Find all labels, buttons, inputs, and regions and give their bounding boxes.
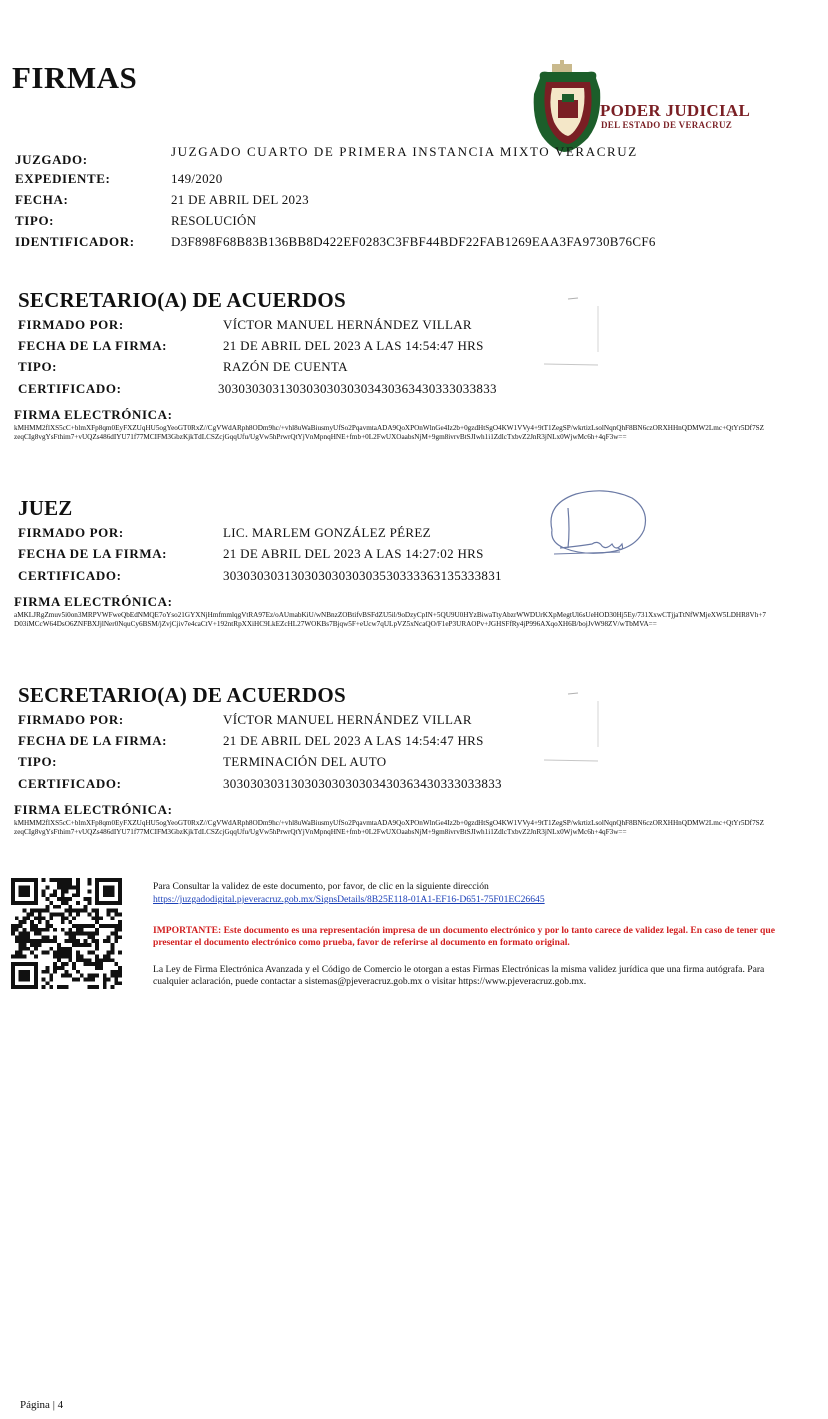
signature-3-fecha-value: 21 DE ABRIL DEL 2023 A LAS 14:54:47 HRS: [223, 733, 484, 748]
signature-2-firma-value: aMKLJRgZmuv5i0on3MRPVWFweQbEdNMQE7oYso21GYXNjHmfmmlqgVtRA97Ez/oAUmabKiU/wNBnzZOBtifvBSFdZU5il/9oDzyCpIN+5QU9U0HYzBiwaTtyAbzrWWDUrKXpMegtUl6sUeHOD30Hj5Ey/731XxwCTjjaTtNfWMjeXW5LDHR8Vh+7D03iMCcW64DsO6ZNFBXJjlNer0NquCy6BSM/jZvjCjiv7e4caCtV+192ntRpXXiHC9LkEZcHL27WOKBs7Bjqw5F+eUcw7qULpVZ5xNcaQO/F1eP3URAOPv+JGHSFfRy4jP996AXqoXH6B/bojJvW98ZV/wTbMVA==: [14, 611, 766, 629]
logo-text-sub: DEL ESTADO DE VERACRUZ: [601, 120, 733, 130]
signature-2-firmado-label: FIRMADO POR:: [18, 525, 124, 540]
signature-3-certificado-label: CERTIFICADO:: [18, 776, 122, 791]
signature-1-tipo-label: TIPO:: [18, 359, 58, 374]
signature-1-fecha-value: 21 DE ABRIL DEL 2023 A LAS 14:54:47 HRS: [223, 338, 484, 353]
signature-3-firma-label: FIRMA ELECTRÓNICA:: [14, 802, 173, 817]
signature-3-firma-value: kMHMM2flXS5cC+blmXFp8qm0EyFXZUqHU5ogYeoGT0RxZ//CgVWdARph8ODm9hc/+vhl8uWaBiusmyUfSo2PqavmtaADA9QoXPOnWlnGe4Iz2b+0gzdHtSgO4KW1VVy4+9tT1ZegSP/wkrtizLsolNqnQhF8BN6czORXHHnQDMW2Lmc+QtYr5Df7SZzeqCIg8vgYsFthim7+vUQZs486dIYU71f77MCIFM3GbzKjkTdLCSZcjGqqUfu/UgVw5hPrwrQtYjVnMpnqHNE+fmb+0L2FwUXOaabsNjM+9gm8ivrvBtSJIwh1i1ZdlcTxbvZ2JnR3jNLx0WjwMc6h+4qF3w==: [14, 819, 765, 837]
footer-important-notice: IMPORTANTE: Este documento es una representación impresa de un documento electrónico y por lo tanto carece de validez legal. En caso de tener que presentar el documento electrónico como prueba, favor de referirse al documento en formato original.: [153, 925, 775, 948]
footer-consult-text: Para Consultar la validez de este documento, por favor, de clic en la siguiente dirección: [153, 881, 489, 892]
footer-law-text: La Ley de Firma Electrónica Avanzada y el Código de Comercio le otorgan a estas Firmas Electrónicas la misma validez jurídica que una firma autógrafa. Para cualquier aclaración, puede contactar a sistemas@pjeveracruz.gob.mx o visitar https://www.pjeveracruz.gob.mx.: [153, 964, 765, 987]
tipo-value: RESOLUCIÓN: [171, 213, 257, 228]
signature-2-certificado-label: CERTIFICADO:: [18, 568, 122, 583]
signature-1-tipo-value: RAZÓN DE CUENTA: [223, 359, 348, 374]
footer-verification-link[interactable]: https://juzgadodigital.pjeveracruz.gob.mx/SignsDetails/8B25E118-01A1-EF16-D651-75F01EC26645: [153, 894, 545, 905]
signature-1-certificado-value: 30303030313030303030303430363430333033833: [218, 381, 497, 396]
juzgado-label: JUZGADO:: [15, 152, 88, 167]
signature-3-role: SECRETARIO(A) DE ACUERDOS: [18, 683, 346, 707]
signature-1-image: [540, 292, 610, 372]
signature-1-firmado-label: FIRMADO POR:: [18, 317, 124, 332]
signature-2-firmado-value: LIC. MARLEM GONZÁLEZ PÉREZ: [223, 525, 431, 540]
signature-3-image: [540, 687, 610, 767]
page-number: Página | 4: [20, 1399, 64, 1411]
expediente-label: EXPEDIENTE:: [15, 171, 111, 186]
fecha-value: 21 DE ABRIL DEL 2023: [171, 192, 309, 207]
expediente-value: 149/2020: [171, 171, 223, 186]
signature-1-role: SECRETARIO(A) DE ACUERDOS: [18, 288, 346, 312]
identificador-value: D3F898F68B83B136BB8D422EF0283C3FBF44BDF22FAB1269EAA3FA9730B76CF6: [171, 234, 656, 249]
signature-1-fecha-label: FECHA DE LA FIRMA:: [18, 338, 168, 353]
signature-1-certificado-label: CERTIFICADO:: [18, 381, 122, 396]
signature-3-tipo-value: TERMINACIÓN DEL AUTO: [223, 754, 387, 769]
identificador-label: IDENTIFICADOR:: [15, 234, 135, 249]
page-title: FIRMAS: [12, 60, 138, 95]
fecha-label: FECHA:: [15, 192, 69, 207]
signature-2-fecha-value: 21 DE ABRIL DEL 2023 A LAS 14:27:02 HRS: [223, 546, 484, 561]
logo-text-main: PODER JUDICIAL: [600, 101, 751, 120]
signature-1-firma-label: FIRMA ELECTRÓNICA:: [14, 407, 173, 422]
signature-3-tipo-label: TIPO:: [18, 754, 58, 769]
signature-2-certificado-value: 30303030313030303030303530333363135333831: [223, 568, 502, 583]
signature-3-fecha-label: FECHA DE LA FIRMA:: [18, 733, 168, 748]
signature-2-firma-label: FIRMA ELECTRÓNICA:: [14, 594, 173, 609]
signature-3-firmado-value: VÍCTOR MANUEL HERNÁNDEZ VILLAR: [223, 712, 472, 727]
signature-2-role: JUEZ: [18, 496, 73, 520]
signature-3-certificado-value: 30303030313030303030303430363430333033833: [223, 776, 502, 791]
signature-1-firma-value: kMHMM2flXS5cC+blmXFp8qm0EyFXZUqHU5ogYeoGT0RxZ//CgVWdARph8ODm9hc/+vhl8uWaBiusmyUfSo2PqavmtaADA9QoXPOnWlnGe4Iz2b+0gzdHtSgO4KW1VVy4+9tT1ZegSP/wkrtizLsolNqnQhF8BN6czORXHHnQDMW2Lmc+QtYr5Df7SZzeqCIg8vgYsFthim7+vUQZs486dIYU71f77MCIFM3GbzKjkTdLCSZcjGqqUfu/UgVw5hPrwrQtYjVnMpnqHNE+fmb+0L2FwUXOaabsNjM+9gm8ivrvBtSJIwh1i1ZdlcTxbvZ2JnR3jNLx0WjwMc6h+4qF3w==: [14, 424, 765, 442]
signature-1-firmado-value: VÍCTOR MANUEL HERNÁNDEZ VILLAR: [223, 317, 472, 332]
signature-2-image: [540, 486, 652, 562]
juzgado-value: JUZGADO CUARTO DE PRIMERA INSTANCIA MIXTO VERACRUZ: [171, 144, 638, 159]
signature-3-firmado-label: FIRMADO POR:: [18, 712, 124, 727]
tipo-label: TIPO:: [15, 213, 55, 228]
signature-2-fecha-label: FECHA DE LA FIRMA:: [18, 546, 168, 561]
qr-code[interactable]: [11, 878, 122, 989]
